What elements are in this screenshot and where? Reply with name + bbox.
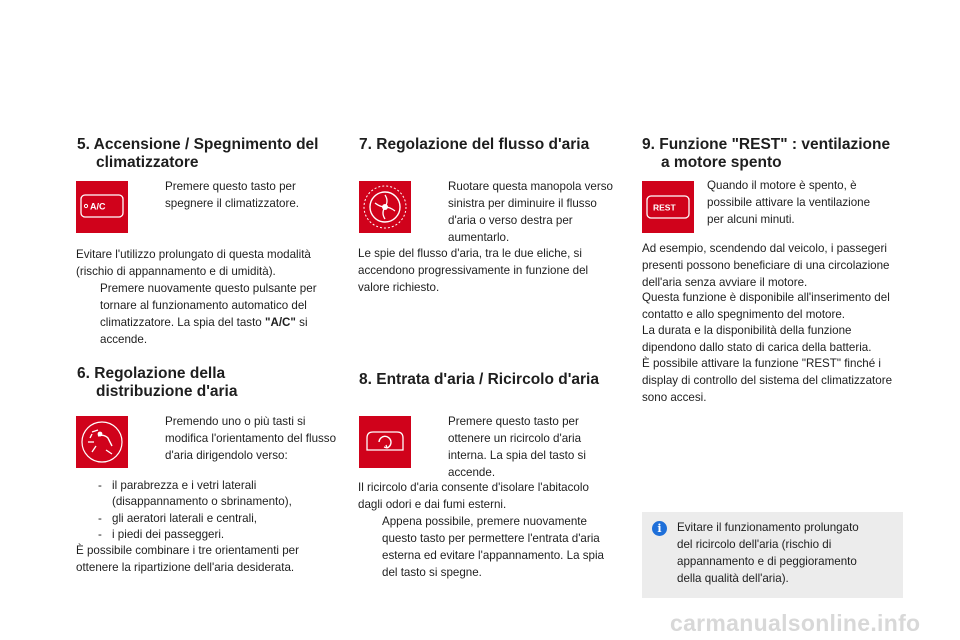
s6-paragraph-1: È possibile combinare i tre orientamenti per ottenere la ripartizione dell'aria desiderata.	[76, 544, 299, 574]
s6-dash-1: - il parabrezza e i vetri laterali (disappannamento o sbrinamento),	[98, 479, 292, 508]
rest-button-icon	[642, 181, 694, 233]
s5-bullet-2: Premere nuovamente questo pulsante per tornare al funzionamento automatico del climatizzatore. La spia del tasto "A/C" si accende.	[100, 282, 317, 346]
section-8-title-line1: Entrata d'aria / Ricircolo d'aria	[376, 371, 599, 388]
s9-paragraph-5: È possibile attivare la funzione "REST" finché i display di controllo del sistema del climatizzatore sono accesi.	[642, 357, 893, 404]
s7-paragraph-1: Le spie del flusso d'aria, tra le due eliche, si accendono progressivamente in funzione del valore richiesto.	[358, 247, 589, 294]
warning-note-box	[642, 512, 903, 598]
section-6-title-line2: distribuzione d'aria	[96, 383, 238, 400]
watermark: carmanualsonline.info	[670, 610, 921, 636]
section-9-title-line1: Funzione "REST" : ventilazione	[659, 136, 891, 153]
section-5-title-line2: climatizzatore	[96, 154, 199, 171]
note-text: Evitare il funzionamento prolungato del ricircolo dell'aria (rischio di appannamento e di peggioramento della qualità dell'aria).	[677, 521, 859, 585]
ac-bold-label: "A/C"	[264, 316, 296, 329]
ac-icon-label: A/C	[90, 201, 106, 212]
section-9-title	[642, 136, 912, 172]
section-6-number: 6.	[77, 365, 90, 382]
section-5-title-line1: Accensione / Spegnimento del	[93, 136, 319, 153]
section-8-title	[359, 371, 629, 389]
section-5-number: 5.	[77, 136, 90, 153]
s8-bullet-1: Premere questo tasto per ottenere un ricircolo d'aria interna. La spia del tasto si accende.	[448, 415, 586, 479]
air-distribution-icon	[76, 416, 128, 468]
section-7-title-line1: Regolazione del flusso d'aria	[376, 136, 590, 153]
section-8-number: 8.	[359, 371, 372, 388]
section-9-title-line2: a motore spento	[661, 154, 782, 171]
s6-dash-3: - i piedi dei passeggeri.	[98, 528, 225, 541]
air-recirculation-icon	[359, 416, 411, 468]
rest-icon-label: REST	[653, 202, 676, 213]
ac-button-icon	[76, 181, 128, 233]
s5-paragraph-1: Evitare l'utilizzo prolungato di questa modalità (rischio di appannamento e di umidità).	[76, 248, 311, 278]
section-9-number: 9.	[642, 136, 655, 153]
s5-bullet-1: Premere questo tasto per spegnere il climatizzatore.	[165, 180, 300, 210]
s9-paragraph-1: Quando il motore è spento, è possibile attivare la ventilazione per alcuni minuti.	[707, 179, 871, 226]
section-6-title	[77, 365, 347, 401]
info-icon: i	[652, 521, 667, 536]
s9-paragraph-2: Ad esempio, scendendo dal veicolo, i passegeri presenti possono beneficiare di una circolazione dell'aria senza avviare il motore.	[642, 242, 890, 289]
s6-bullet-1: Premendo uno o più tasti si modifica l'orientamento del flusso d'aria dirigendolo verso:	[165, 415, 337, 462]
section-6-title-line1: Regolazione della	[94, 365, 226, 382]
s9-paragraph-3: Questa funzione è disponibile all'inserimento del contatto e allo spegnimento del motore.	[642, 291, 890, 321]
s8-paragraph-1: Il ricircolo d'aria consente d'isolare l'abitacolo dagli odori e dai fumi esterni.	[358, 481, 589, 511]
air-flow-knob-icon	[359, 181, 411, 233]
section-7-number: 7.	[359, 136, 372, 153]
s6-dash-2: - gli aeratori laterali e centrali,	[98, 512, 257, 525]
s8-bullet-2: Appena possibile, premere nuovamente questo tasto per permettere l'entrata d'aria esterna ed evitare l'appannamento. La spia del tasto si spegne.	[382, 515, 605, 579]
s9-paragraph-4: La durata e la disponibilità della funzione dipendono dallo stato di carica della batteria.	[642, 324, 872, 354]
section-5-title	[77, 136, 347, 172]
section-7-title	[359, 136, 629, 154]
s7-bullet-1: Ruotare questa manopola verso sinistra per diminuire il flusso d'aria o verso destra per aumentarlo.	[448, 180, 613, 244]
